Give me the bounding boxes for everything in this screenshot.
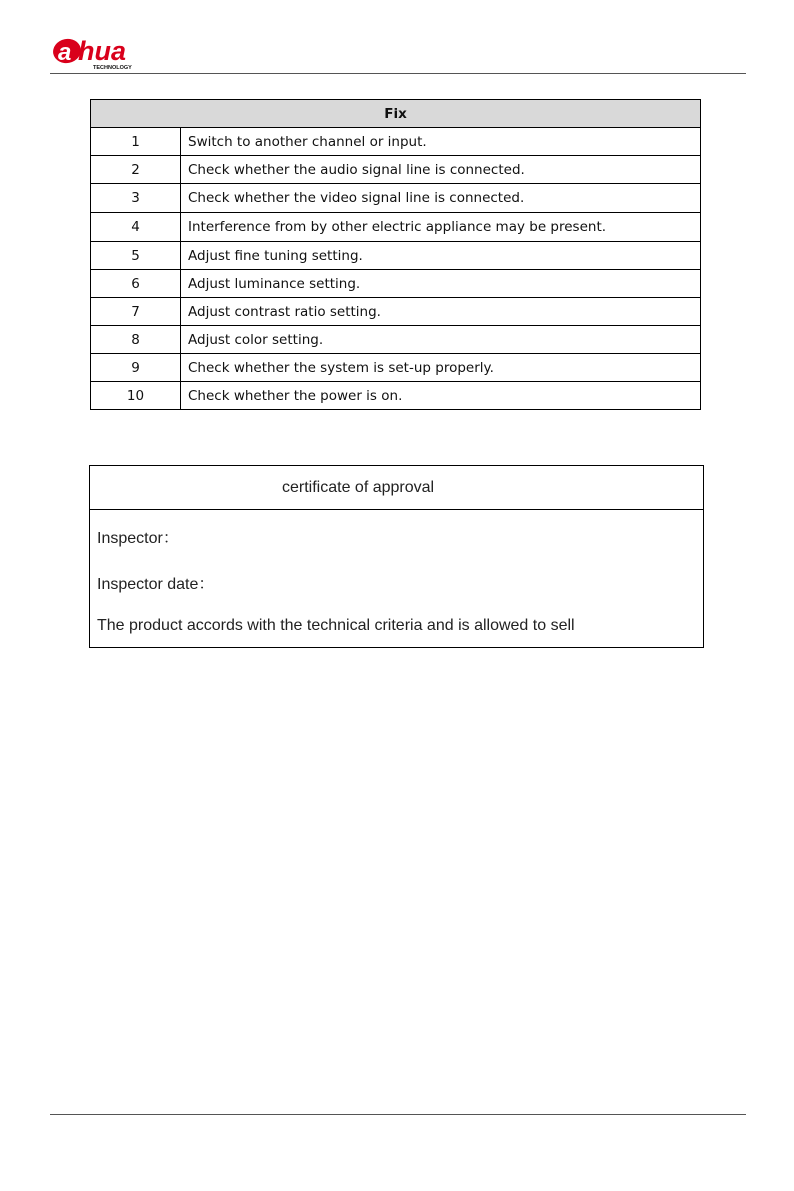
row-number: 4 <box>91 213 181 242</box>
page-header <box>0 0 794 76</box>
row-number: 9 <box>91 354 181 382</box>
logo-wordmark: hua <box>78 36 127 66</box>
fix-column-header: Fix <box>91 100 701 128</box>
row-fix-text: Check whether the system is set-up properly. <box>181 354 701 382</box>
table-row <box>91 184 701 213</box>
row-number: 6 <box>91 270 181 298</box>
row-fix-text: Adjust color setting. <box>181 326 701 354</box>
table-row <box>91 326 701 354</box>
row-number: 1 <box>91 128 181 156</box>
dahua-logo <box>51 36 161 72</box>
certificate-box <box>89 465 704 648</box>
table-row <box>91 354 701 382</box>
footer-divider <box>50 1114 746 1115</box>
row-fix-text: Check whether the power is on. <box>181 382 701 410</box>
table-row <box>91 298 701 326</box>
logo-a-letter: a <box>58 39 72 66</box>
header-divider <box>50 73 746 74</box>
row-number: 10 <box>91 382 181 410</box>
logo-tagline: TECHNOLOGY <box>93 65 132 71</box>
table-row <box>91 156 701 184</box>
row-number: 8 <box>91 326 181 354</box>
table-row <box>91 242 701 270</box>
row-fix-text: Switch to another channel or input. <box>181 128 701 156</box>
row-fix-text: Adjust contrast ratio setting. <box>181 298 701 326</box>
row-fix-text: Check whether the audio signal line is connected. <box>181 156 701 184</box>
inspector-label: Inspector： <box>97 530 179 547</box>
table-row <box>91 382 701 410</box>
table-row <box>91 128 701 156</box>
approval-statement: The product accords with the technical criteria and is allowed to sell <box>97 617 575 634</box>
row-number: 2 <box>91 156 181 184</box>
row-fix-text: Adjust fine tuning setting. <box>181 242 701 270</box>
table-row <box>91 213 701 242</box>
row-fix-text: Check whether the video signal line is connected. <box>181 184 701 213</box>
certificate-title: certificate of approval <box>90 466 703 510</box>
row-fix-text: Interference from by other electric appliance may be present. <box>181 213 701 242</box>
row-number: 3 <box>91 184 181 213</box>
row-number: 5 <box>91 242 181 270</box>
fix-table <box>90 99 701 410</box>
row-fix-text: Adjust luminance setting. <box>181 270 701 298</box>
inspector-date-label: Inspector date： <box>97 576 215 593</box>
fix-table-header-row <box>91 100 701 128</box>
table-row <box>91 270 701 298</box>
row-number: 7 <box>91 298 181 326</box>
